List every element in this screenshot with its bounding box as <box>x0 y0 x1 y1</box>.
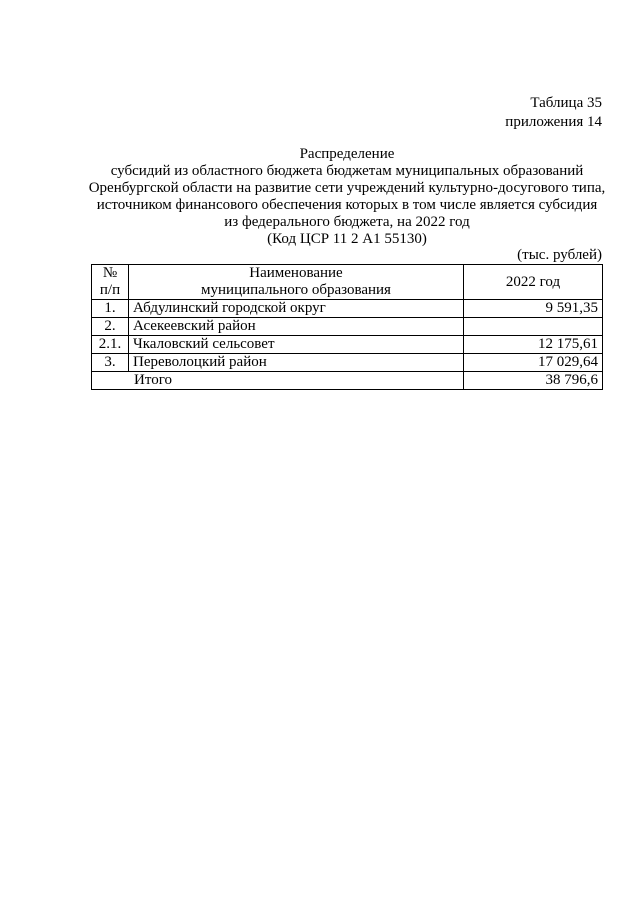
table-reference <box>505 94 602 132</box>
title-line-2: субсидий из областного бюджета бюджетам муниципальных образований <box>110 163 584 179</box>
title-line-3: Оренбургской области на развитие сети учреждений культурно-досугового типа, <box>88 180 606 196</box>
table-row <box>92 336 603 354</box>
table-row <box>92 300 603 318</box>
total-label: Итого <box>92 372 464 390</box>
row-value: 12 175,61 <box>464 336 603 354</box>
title-line-5: из федерального бюджета, на 2022 год <box>224 214 470 230</box>
row-value: 9 591,35 <box>464 300 603 318</box>
total-value: 38 796,6 <box>464 372 603 390</box>
table-header-row <box>92 265 603 300</box>
header-name: Наименование муниципального образования <box>129 265 464 300</box>
header-number: № п/п <box>92 265 129 300</box>
title-line-4: источником финансового обеспечения которых в том числе является субсидия <box>96 197 598 213</box>
header-year: 2022 год <box>464 265 603 300</box>
row-name: Асекеевский район <box>129 318 464 336</box>
row-value: 17 029,64 <box>464 354 603 372</box>
row-number: 2.1. <box>92 336 129 354</box>
title-line-1: Распределение <box>299 146 395 162</box>
row-number: 1. <box>92 300 129 318</box>
row-number: 2. <box>92 318 129 336</box>
units-label: (тыс. рублей) <box>517 247 602 263</box>
document-title <box>70 146 624 248</box>
budget-code: (Код ЦСР 11 2 А1 55130) <box>267 231 427 247</box>
total-row <box>92 372 603 390</box>
row-name: Абдулинский городской округ <box>129 300 464 318</box>
row-name: Чкаловский сельсовет <box>129 336 464 354</box>
table-number: Таблица 35 <box>530 95 602 111</box>
table-row <box>92 354 603 372</box>
row-number: 3. <box>92 354 129 372</box>
row-name: Переволоцкий район <box>129 354 464 372</box>
row-value <box>464 318 603 336</box>
appendix-number: приложения 14 <box>505 114 602 130</box>
subsidy-table <box>91 264 603 390</box>
table-row <box>92 318 603 336</box>
